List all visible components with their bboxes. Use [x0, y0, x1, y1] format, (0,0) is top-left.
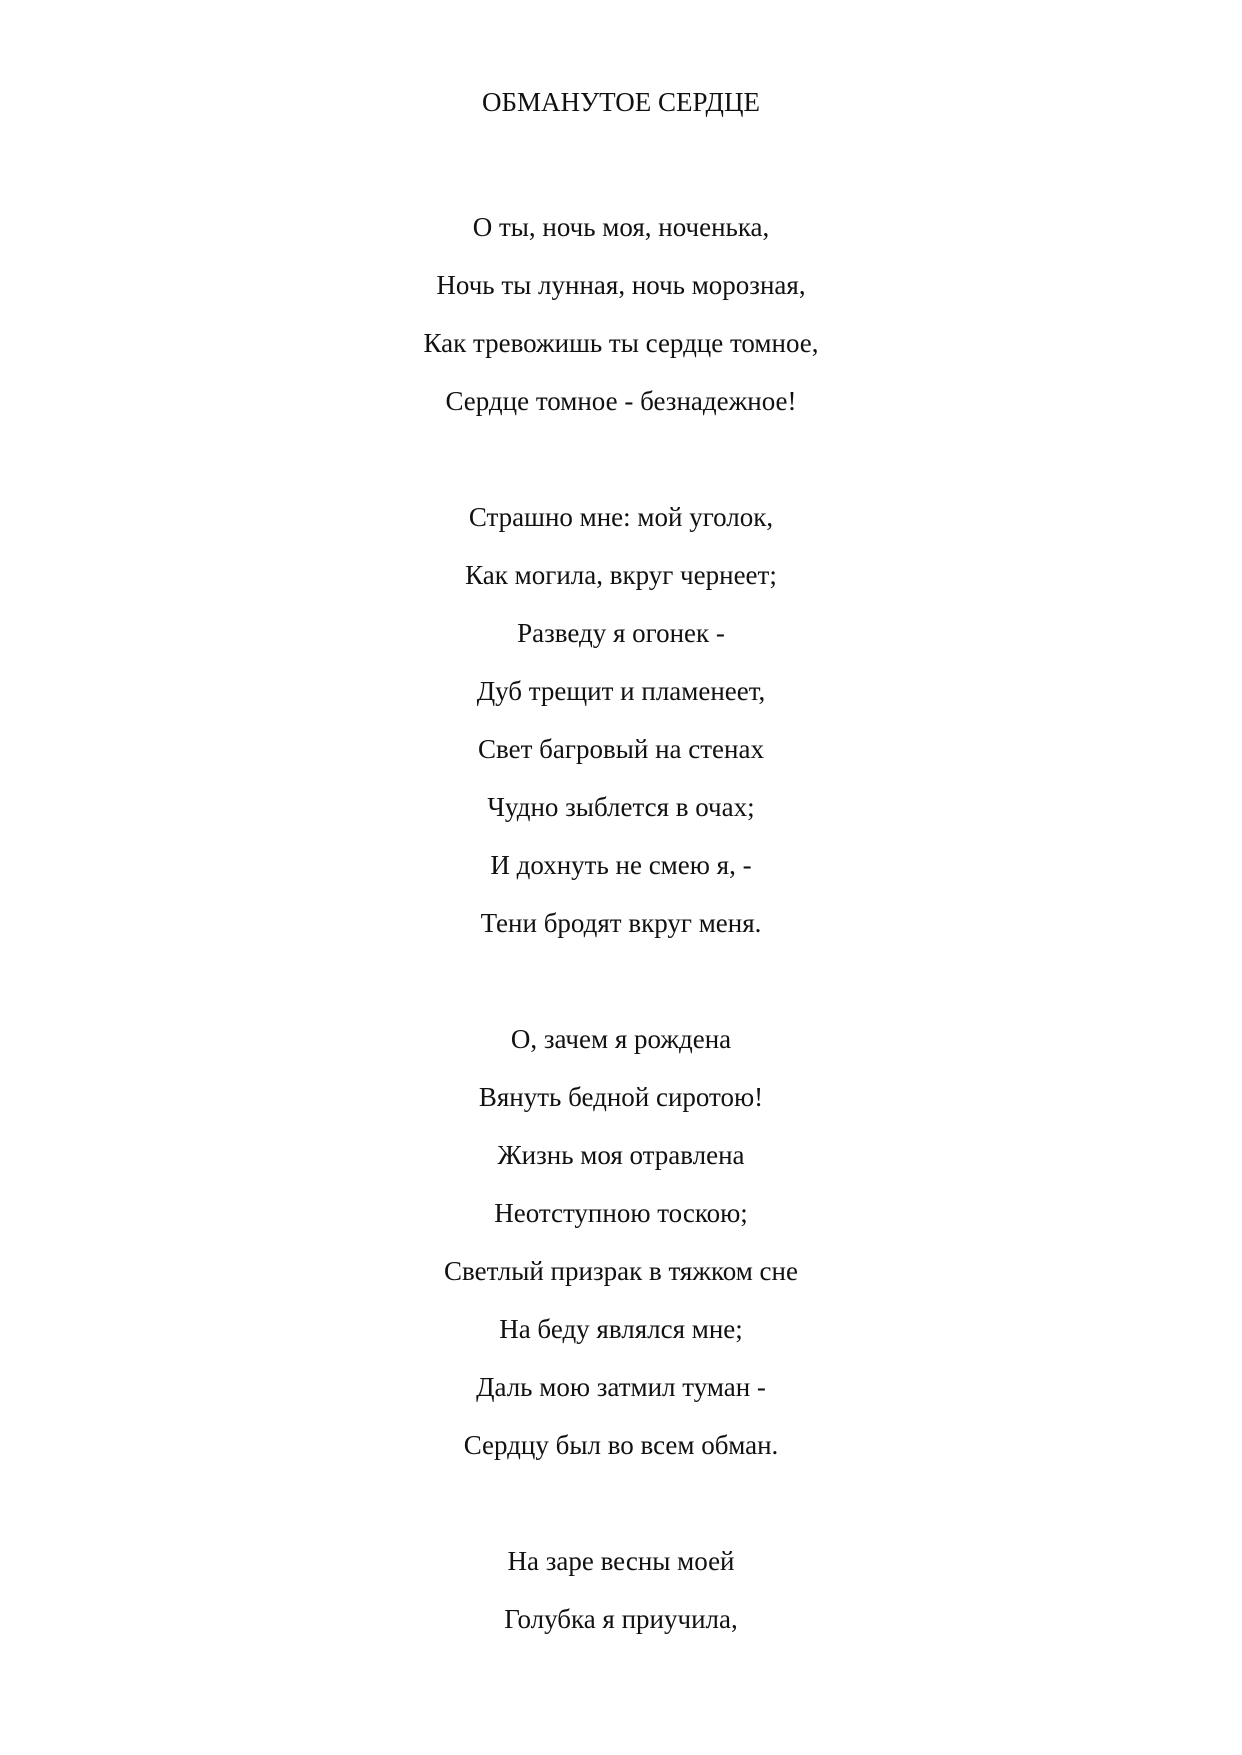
- poem-line: Как могила, вкруг чернеет;: [465, 560, 777, 590]
- poem-line: Свет багровый на стенах: [478, 734, 764, 764]
- poem-line: Разведу я огонек -: [517, 618, 725, 648]
- poem-line: Сердцу был во всем обман.: [463, 1430, 779, 1460]
- poem-body: [0, 198, 1242, 1706]
- poem-line: Тени бродят вкруг меня.: [480, 908, 762, 938]
- stanza: [0, 1010, 1242, 1474]
- poem-line: Жизнь моя отравлена: [497, 1140, 745, 1170]
- poem-line: Как тревожишь ты сердце томное,: [423, 328, 819, 358]
- stanza: [0, 488, 1242, 952]
- poem-line: На беду являлся мне;: [499, 1314, 743, 1344]
- poem-line: Ночь ты лунная, ночь морозная,: [436, 270, 806, 300]
- poem-line: Голубка я приучила,: [504, 1604, 738, 1634]
- poem-line: Светлый призрак в тяжком сне: [444, 1256, 798, 1286]
- poem-line: О ты, ночь моя, ноченька,: [472, 212, 770, 242]
- stanza: [0, 198, 1242, 430]
- stanza: [0, 1532, 1242, 1648]
- poem-line: Дуб трещит и пламенеет,: [476, 676, 766, 706]
- poem-line: Чудно зыблется в очах;: [487, 792, 755, 822]
- poem-line: Сердце томное - безнадежное!: [445, 386, 797, 416]
- poem-line: Вянуть бедной сиротою!: [478, 1082, 764, 1112]
- poem-line: На заре весны моей: [507, 1546, 735, 1576]
- poem-line: Даль мою затмил туман -: [476, 1372, 766, 1402]
- poem-line: Неотступною тоскою;: [494, 1198, 748, 1228]
- poem-line: О, зачем я рождена: [510, 1024, 732, 1054]
- poem-line: И дохнуть не смею я, -: [490, 850, 752, 880]
- poem-title: ОБМАНУТОЕ СЕРДЦЕ: [482, 87, 760, 117]
- poem-line: Страшно мне: мой уголок,: [468, 502, 774, 532]
